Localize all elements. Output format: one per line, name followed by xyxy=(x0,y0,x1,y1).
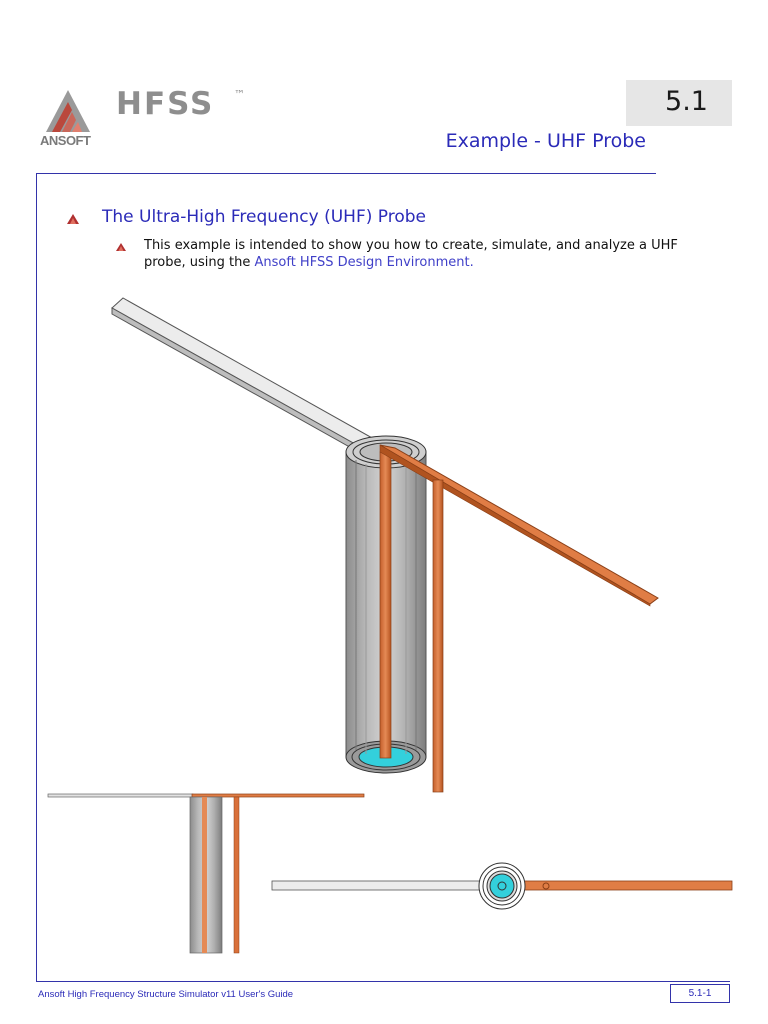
side-view xyxy=(48,794,364,953)
content-heading: The Ultra-High Frequency (UHF) Probe xyxy=(102,207,426,227)
feed-strip xyxy=(112,298,390,464)
page-number: 5.1-1 xyxy=(670,984,730,1003)
hfss-wordmark: HFSS xyxy=(116,86,215,122)
section-number: 5.1 xyxy=(665,86,708,117)
shorting-post xyxy=(433,480,443,792)
footer-guide-title: Ansoft High Frequency Structure Simulator v11 User's Guide xyxy=(38,989,294,1000)
section-title: Example - UHF Probe xyxy=(445,130,646,152)
body-text: This example is intended to show you how to create, simulate, and analyze a UHF probe, using the xyxy=(144,238,678,270)
trademark-symbol: ™ xyxy=(234,88,245,101)
design-environment-link[interactable]: Ansoft HFSS Design Environment. xyxy=(254,255,474,270)
center-pin xyxy=(380,452,391,758)
top-view xyxy=(272,863,732,909)
ansoft-wordmark: ANSOFT xyxy=(40,133,91,148)
